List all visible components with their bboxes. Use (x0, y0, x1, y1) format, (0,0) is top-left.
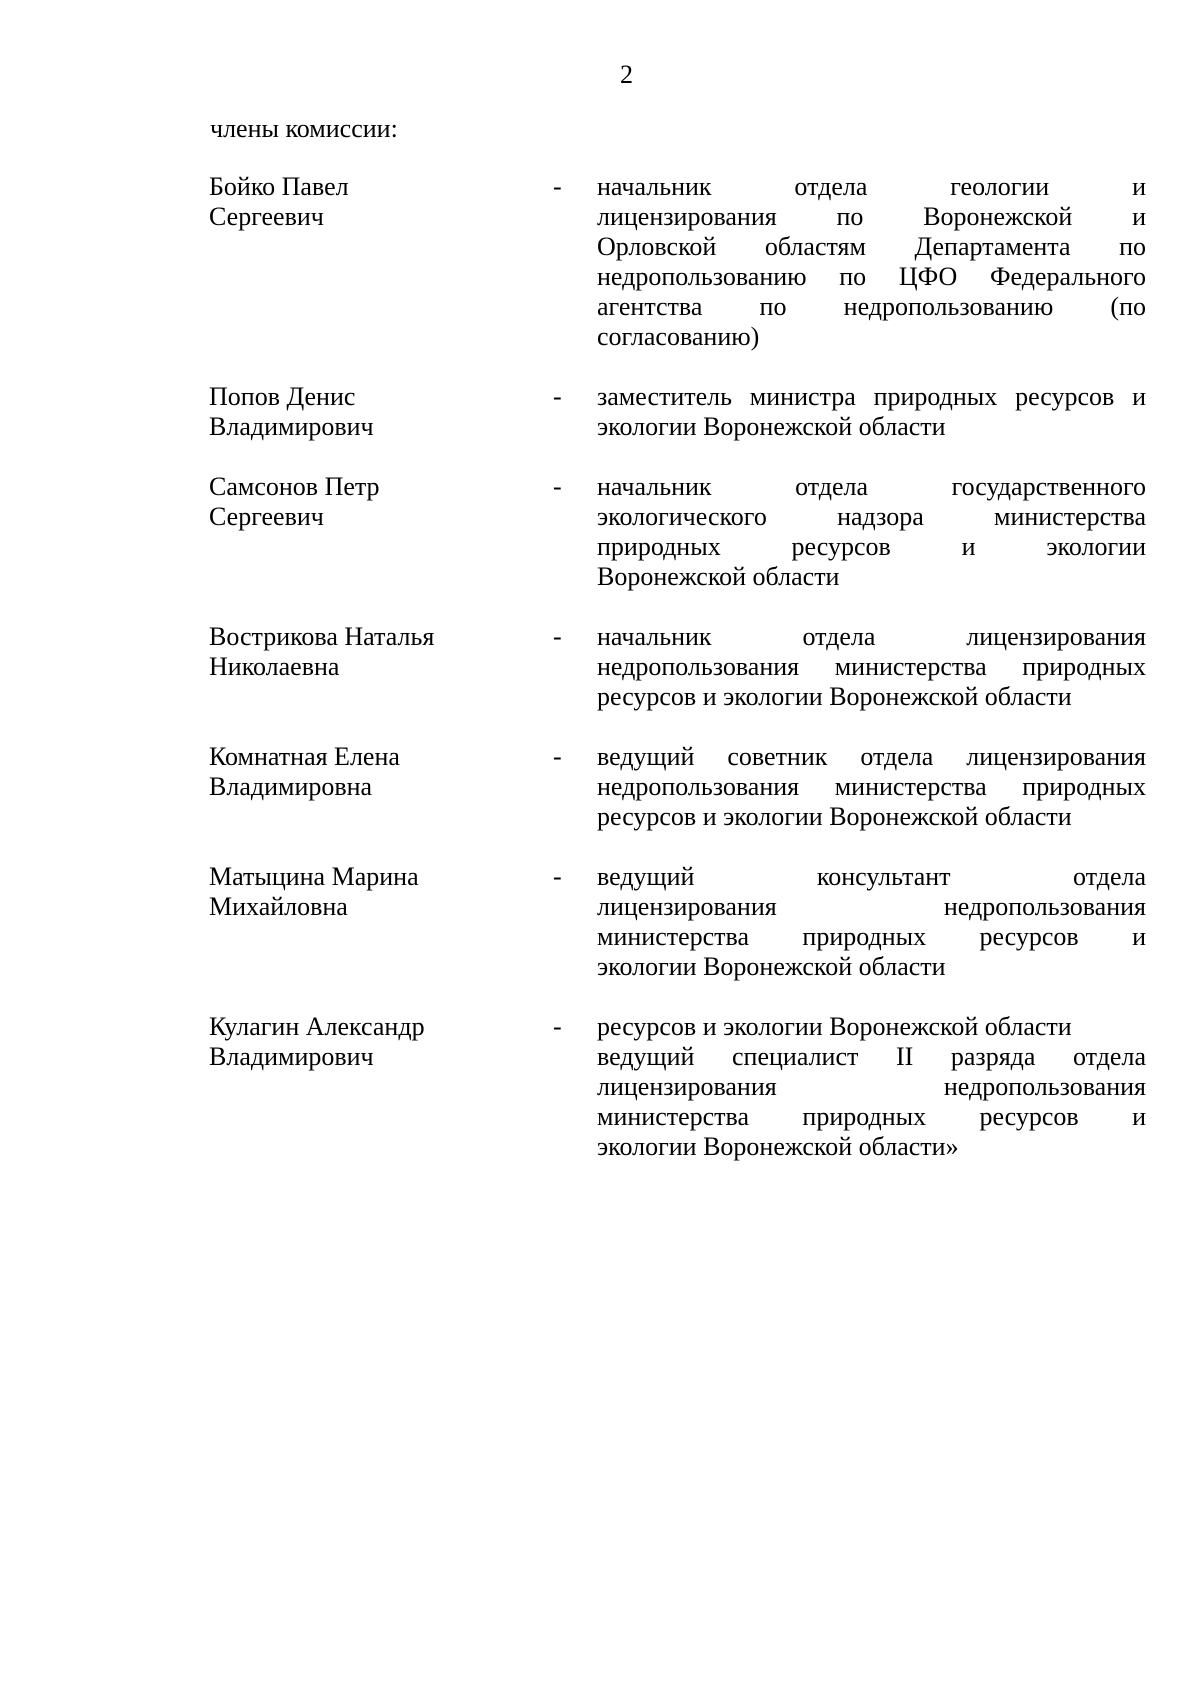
member-surname-first-name: Кулагин Александр (209, 1012, 425, 1041)
member-surname-first-name: Самсонов Петр (209, 472, 380, 501)
member-position (597, 622, 1146, 712)
member-position (597, 472, 1146, 592)
position-line: недропользования министерства природных (597, 652, 1146, 681)
position-line: агентства по недропользованию (по (597, 292, 1146, 321)
dash-separator: - (553, 622, 562, 651)
position-line: недропользования министерства природных (597, 772, 1146, 801)
member-position (597, 382, 1146, 442)
member-name (209, 472, 509, 532)
position-line: ресурсов и экологии Воронежской области (597, 1012, 1072, 1041)
member-name (209, 862, 509, 922)
position-line: экологии Воронежской области (597, 412, 946, 441)
position-line: экологического надзора министерства (597, 502, 1146, 531)
member-patronymic: Михайловна (209, 892, 348, 921)
position-line: заместитель министра природных ресурсов и (597, 382, 1146, 411)
position-line: лицензирования по Воронежской и (597, 202, 1146, 231)
dash-separator: - (553, 862, 562, 891)
position-line: министерства природных ресурсов и (597, 1102, 1146, 1131)
dash-separator: - (553, 172, 562, 201)
member-surname-first-name: Попов Денис (209, 382, 356, 411)
position-line: ведущий советник отдела лицензирования (597, 742, 1146, 771)
section-heading: члены комиссии: (210, 114, 398, 143)
position-line: ведущий консультант отдела (597, 862, 1146, 891)
position-line: Орловской областям Департамента по (597, 232, 1146, 261)
page-number: 2 (620, 60, 633, 89)
member-patronymic: Сергеевич (209, 202, 324, 231)
member-surname-first-name: Вострикова Наталья (209, 622, 435, 651)
position-line: начальник отдела геологии и (597, 172, 1146, 201)
member-name (209, 742, 509, 802)
member-position (597, 172, 1146, 352)
position-line: начальник отдела государственного (597, 472, 1146, 501)
position-line: министерства природных ресурсов и (597, 922, 1146, 951)
member-patronymic: Николаевна (209, 652, 340, 681)
position-line: экологии Воронежской области» (597, 1132, 959, 1161)
position-line: ресурсов и экологии Воронежской области (597, 682, 1072, 711)
position-line: лицензирования недропользования (597, 892, 1146, 921)
member-patronymic: Сергеевич (209, 502, 324, 531)
member-position (597, 742, 1146, 832)
member-patronymic: Владимирович (209, 1042, 374, 1071)
member-surname-first-name: Комнатная Елена (209, 742, 400, 771)
member-position (597, 1012, 1146, 1162)
member-patronymic: Владимирович (209, 412, 374, 441)
member-position (597, 862, 1146, 982)
position-line: Воронежской области (597, 562, 840, 591)
position-line: ресурсов и экологии Воронежской области (597, 802, 1072, 831)
position-line: экологии Воронежской области (597, 952, 946, 981)
dash-separator: - (553, 1012, 562, 1041)
member-name (209, 172, 509, 232)
position-line: согласованию) (597, 322, 760, 351)
position-line: природных ресурсов и экологии (597, 532, 1146, 561)
position-line: начальник отдела лицензирования (597, 622, 1146, 651)
member-patronymic: Владимировна (209, 772, 373, 801)
dash-separator: - (553, 382, 562, 411)
member-name (209, 382, 509, 442)
member-name (209, 1012, 509, 1072)
member-surname-first-name: Матыцина Марина (209, 862, 419, 891)
dash-separator: - (553, 472, 562, 501)
position-line: недропользованию по ЦФО Федерального (597, 262, 1146, 291)
position-line: ведущий специалист II разряда отдела (597, 1042, 1146, 1071)
member-surname-first-name: Бойко Павел (209, 172, 349, 201)
position-line: лицензирования недропользования (597, 1072, 1146, 1101)
member-name (209, 622, 509, 682)
dash-separator: - (553, 742, 562, 771)
